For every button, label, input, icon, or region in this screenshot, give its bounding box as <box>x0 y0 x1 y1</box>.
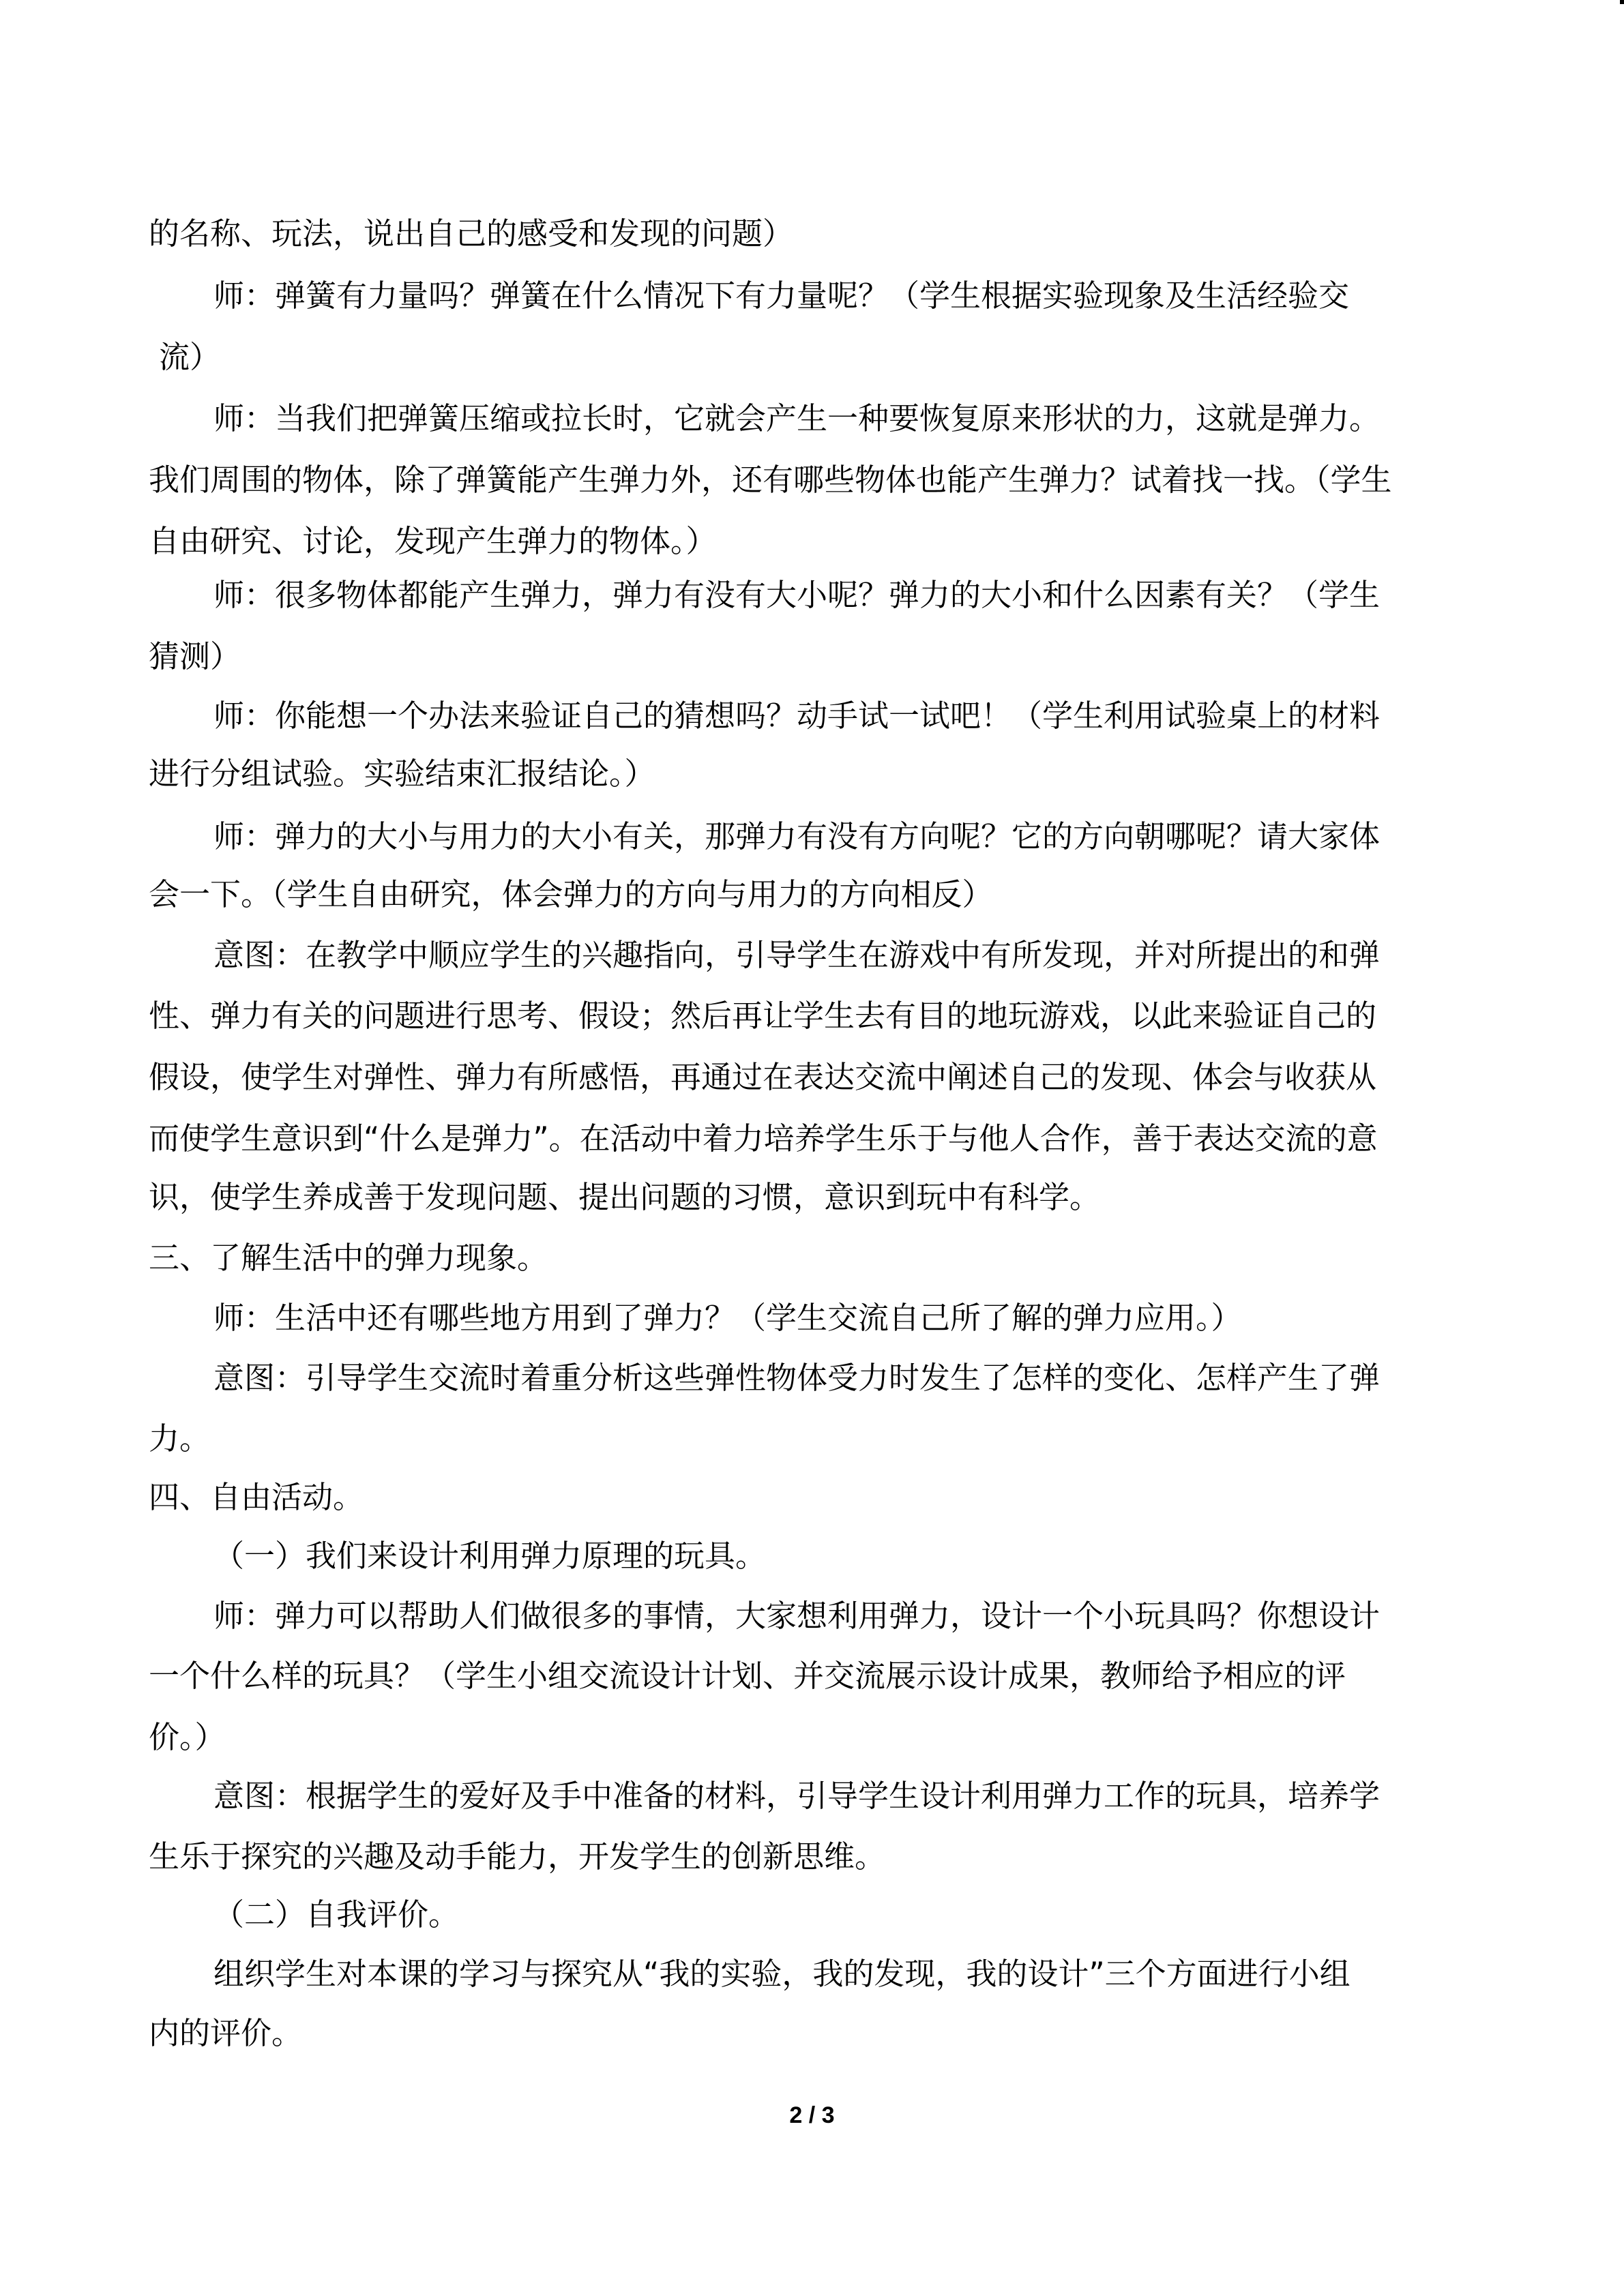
text-line: 会一下。（学生自由研究，体会弹力的方向与用力的方向相反） <box>149 876 993 912</box>
text-line: 师：你能想一个办法来验证自己的猜想吗？动手试一试吧！（学生利用试验桌上的材料 <box>213 698 1381 734</box>
section-heading: 三、了解生活中的弹力现象。 <box>149 1240 548 1276</box>
text-line: 师：弹力的大小与用力的大小有关，那弹力有没有方向呢？它的方向朝哪呢？请大家体 <box>213 818 1381 854</box>
text-line: 价。） <box>149 1719 226 1755</box>
page-number: 2 / 3 <box>789 2102 835 2128</box>
text-line: 假设，使学生对弹性、弹力有所感悟，再通过在表达交流中阐述自己的发现、体会与收获从 <box>149 1059 1377 1095</box>
text-line: 自由研究、讨论，发现产生弹力的物体。） <box>149 523 717 559</box>
text-line: 一个什么样的玩具？（学生小组交流设计计划、并交流展示设计成果，教师给予相应的评 <box>149 1658 1346 1694</box>
text-line: 流） <box>159 339 221 375</box>
subsection-heading: （二）自我评价。 <box>213 1896 460 1933</box>
text-line: 性、弹力有关的问题进行思考、假设；然后再让学生去有目的地玩游戏，以此来验证自己的 <box>149 998 1377 1034</box>
subsection-heading: （一）我们来设计利用弹力原理的玩具。 <box>213 1538 767 1574</box>
text-line: 而使学生意识到“什么是弹力”。在活动中着力培养学生乐于与他人合作，善于表达交流的意 <box>149 1120 1378 1157</box>
text-line: 内的评价。 <box>149 2015 303 2051</box>
text-line: 的名称、玩法，说出自己的感受和发现的问题） <box>149 215 794 252</box>
text-line: 意图：根据学生的爱好及手中准备的材料，引导学生设计利用弹力工作的玩具，培养学 <box>213 1778 1381 1814</box>
text-line: 我们周围的物体，除了弹簧能产生弹力外，还有哪些物体也能产生弹力？试着找一找。（学生 <box>149 462 1392 498</box>
text-line: 意图：在教学中顺应学生的兴趣指向，引导学生在游戏中有所发现，并对所提出的和弹 <box>213 937 1381 973</box>
text-line: 意图：引导学生交流时着重分析这些弹性物体受力时发生了怎样的变化、怎样产生了弹 <box>213 1360 1381 1396</box>
text-line: 师：弹簧有力量吗？弹簧在什么情况下有力量呢？（学生根据实验现象及生活经验交 <box>213 278 1350 314</box>
text-line: 组织学生对本课的学习与探究从“我的实验，我的发现，我的设计”三个方面进行小组 <box>213 1956 1350 1992</box>
text-line: 生乐于探究的兴趣及动手能力，开发学生的创新思维。 <box>149 1838 886 1875</box>
text-line: 师：当我们把弹簧压缩或拉长时，它就会产生一种要恢复原来形状的力，这就是弹力。 <box>213 400 1381 436</box>
text-line: 师：弹力可以帮助人们做很多的事情，大家想利用弹力，设计一个小玩具吗？你想设计 <box>213 1598 1381 1634</box>
text-line: 师：很多物体都能产生弹力，弹力有没有大小呢？弹力的大小和什么因素有关？（学生 <box>213 577 1381 613</box>
page-corner-mark <box>1620 0 1624 4</box>
text-line: 猜测） <box>149 638 241 674</box>
text-line: 力。 <box>149 1420 211 1457</box>
text-line: 进行分组试验。实验结束汇报结论。） <box>149 756 655 792</box>
text-line: 识，使学生养成善于发现问题、提出问题的习惯，意识到玩中有科学。 <box>149 1179 1101 1215</box>
text-line: 师：生活中还有哪些地方用到了弹力？（学生交流自己所了解的弹力应用。） <box>213 1300 1242 1336</box>
section-heading: 四、自由活动。 <box>149 1479 364 1515</box>
